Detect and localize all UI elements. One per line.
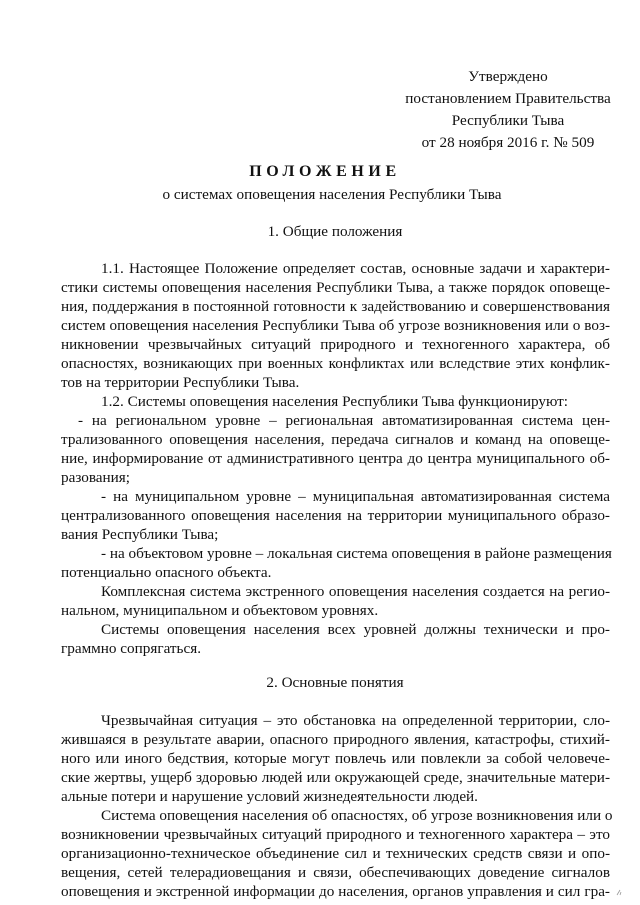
text-line: ские жертвы, ущерб здоровью людей или окружающей среде, значительные матери- <box>61 769 610 786</box>
text-line: систем оповещения населения Республики Тыва об угрозе возникновения или о воз- <box>61 317 610 334</box>
text-line: трализованного оповещения населения, передача сигналов и команд на оповеще- <box>61 431 610 448</box>
approval-line: постановлением Правительства <box>405 90 611 107</box>
text-line: жившаяся в результате аварии, опасного природного явления, катастрофы, стихий- <box>61 731 610 748</box>
text-line: граммно сопрягаться. <box>61 640 202 657</box>
text-line: Чрезвычайная ситуация – это обстановка на определенной территории, сло- <box>101 712 610 729</box>
text-line: стики системы оповещения населения Республики Тыва, а также порядок оповеще- <box>61 279 610 296</box>
document-subtitle: о системах оповещения населения Республики Тыва <box>162 186 502 203</box>
text-line: Система оповещения населения об опасностях, об угрозе возникновения или о <box>101 807 613 824</box>
text-line: централизованного оповещения населения на территории муниципального образо- <box>61 507 610 524</box>
section-heading-general: 1. Общие положения <box>267 223 403 240</box>
section-heading-concepts: 2. Основные понятия <box>266 674 404 691</box>
text-line: вещения, сетей телерадиовещания и связи, обеспечивающих доведение сигналов <box>61 864 610 881</box>
text-line: ного или иного бедствия, которые могут повлечь или повлекли за собой человече- <box>61 750 610 767</box>
approval-line: Утверждено <box>468 68 548 85</box>
text-line: ния, поддержания в постоянной готовности к задействованию и совершенствования <box>61 298 610 315</box>
scan-artifact-mark <box>616 888 622 896</box>
text-line: ние, информирование от административного центра до центра муниципального об- <box>61 450 610 467</box>
text-line: альные потери и нарушение условий жизнедеятельности людей. <box>61 788 478 805</box>
text-line: возникновении чрезвычайных ситуаций природного и техногенного характера – это <box>61 826 610 843</box>
text-line: организационно-техническое объединение сил и технических средств связи и опо- <box>61 845 610 862</box>
approval-line: Республики Тыва <box>451 112 565 129</box>
text-line: нальном, муниципальном и объектовом уровнях. <box>61 602 379 619</box>
text-line: тов на территории Республики Тыва. <box>61 374 300 391</box>
text-line: - на региональном уровне – региональная автоматизированная система цен- <box>78 412 610 429</box>
approval-stamp <box>388 66 628 154</box>
text-line: вания Республики Тыва; <box>61 526 219 543</box>
document-title: ПОЛОЖЕНИЕ <box>249 163 401 180</box>
text-line: - на объектовом уровне – локальная система оповещения в районе размещения <box>101 545 612 562</box>
text-line: опасностях, возникающих при военных конфликтах или вследствие этих конфлик- <box>61 355 610 372</box>
text-line: Системы оповещения населения всех уровней должны технически и про- <box>101 621 610 638</box>
text-line: Комплексная система экстренного оповещения населения создается на регио- <box>101 583 610 600</box>
text-line: - на муниципальном уровне – муниципальная автоматизированная система <box>101 488 610 505</box>
text-line: потенциально опасного объекта. <box>61 564 272 581</box>
text-line: никновении чрезвычайных ситуаций природного и техногенного характера, об <box>61 336 610 353</box>
text-line: разования; <box>61 469 131 486</box>
approval-date: от 28 ноября 2016 г. № 509 <box>421 134 595 151</box>
text-line: 1.2. Системы оповещения населения Республики Тыва функционируют: <box>101 393 568 410</box>
text-line: 1.1. Настоящее Положение определяет состав, основные задачи и характери- <box>101 260 610 277</box>
text-line: оповещения и экстренной информации до населения, органов управления и сил гра- <box>61 883 610 900</box>
